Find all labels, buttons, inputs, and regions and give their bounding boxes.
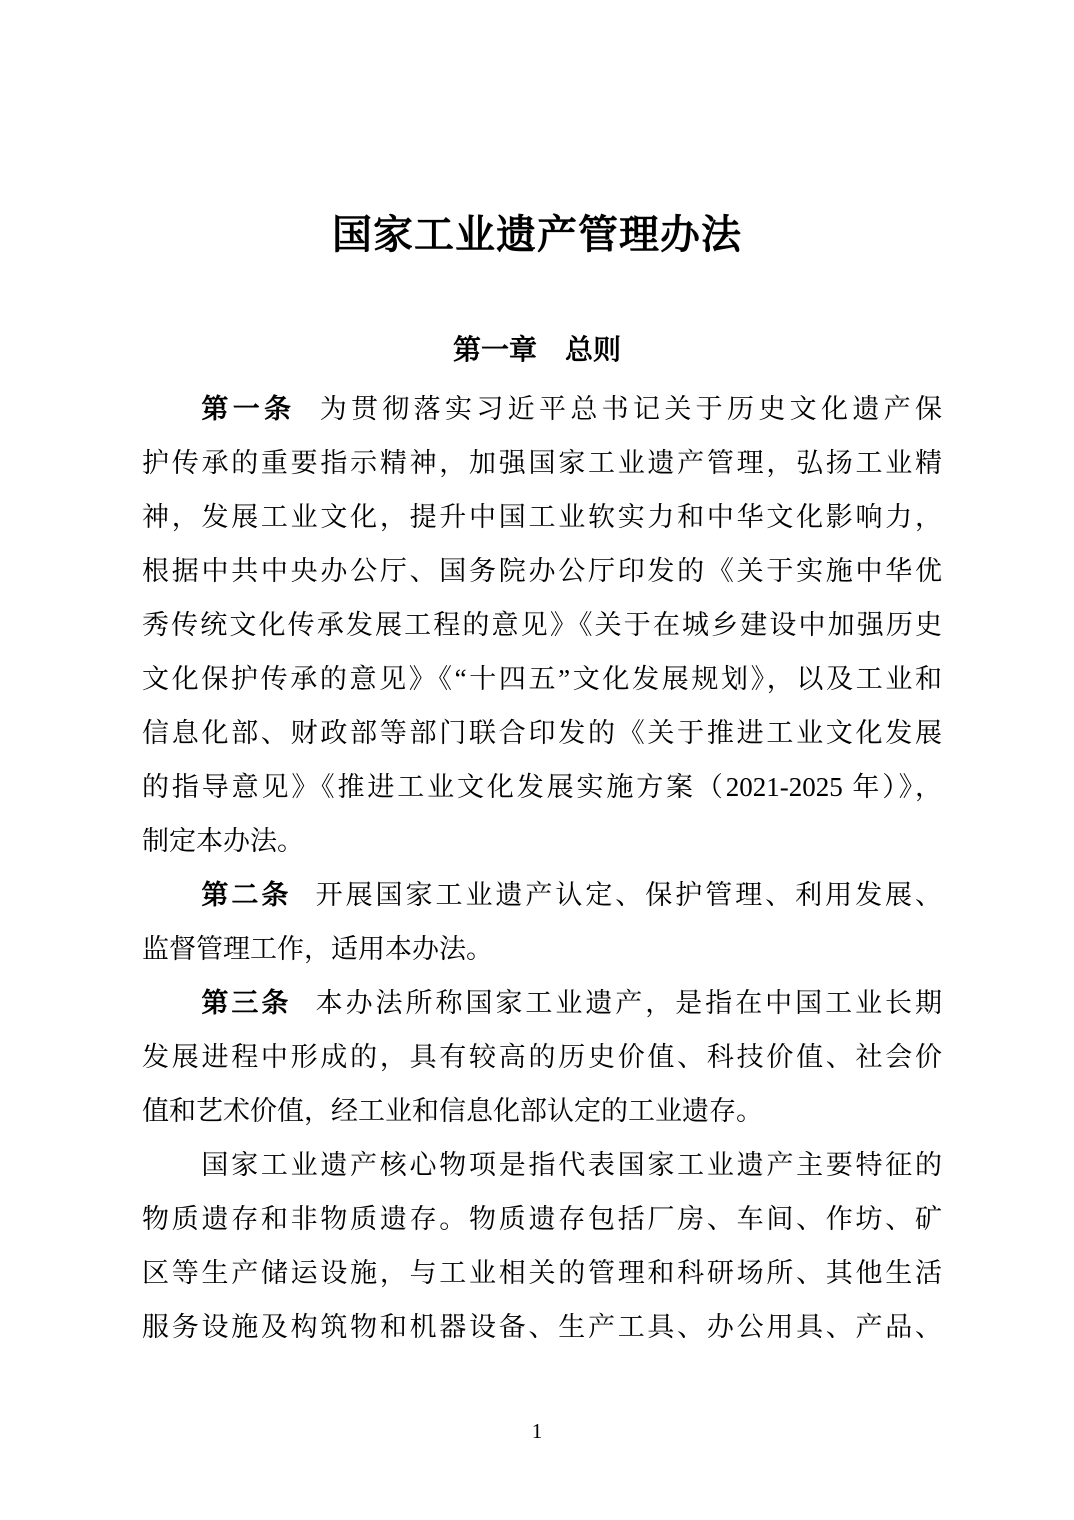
article-1-line-2: 护传承的重要指示精神，加强国家工业遗产管理，弘扬工业精 [142, 448, 942, 478]
core-items-line-3: 区等生产储运设施，与工业相关的管理和科研场所、其他生活 [142, 1258, 942, 1288]
article-2-line-1 [142, 868, 942, 922]
article-2-line-2: 监督管理工作，适用本办法。 [142, 934, 493, 964]
article-1-line-8: 的指导意见》《推进工业文化发展实施方案（2021-2025 年）》， [142, 772, 942, 802]
document-body [142, 382, 942, 1354]
article-1-line-7: 信息化部、财政部等部门联合印发的《关于推进工业文化发展 [142, 718, 942, 748]
article-3-line-1-text: 本办法所称国家工业遗产，是指在中国工业长期 [315, 988, 943, 1018]
article-1-line-1-text: 为贯彻落实习近平总书记关于历史文化遗产保 [319, 394, 943, 424]
article-2-line-1-text: 开展国家工业遗产认定、保护管理、利用发展、 [315, 880, 943, 910]
chapter-heading: 第一章 总则 [452, 335, 621, 366]
article-3-line-2: 发展进程中形成的，具有较高的历史价值、科技价值、社会价 [142, 1042, 942, 1072]
page-number: 1 [531, 1419, 543, 1443]
document-title: 国家工业遗产管理办法 [332, 212, 742, 257]
article-3-line-1 [142, 976, 942, 1030]
article-1-line-5: 秀传统文化传承发展工程的意见》《关于在城乡建设中加强历史 [142, 610, 942, 640]
article-3-label: 第三条 [201, 988, 292, 1018]
article-1-line-1 [142, 382, 942, 436]
article-1-label: 第一条 [201, 394, 296, 424]
core-items-line-4: 服务设施及构筑物和机器设备、生产工具、办公用具、产品、 [142, 1312, 942, 1342]
article-1-line-4: 根据中共中央办公厅、国务院办公厅印发的《关于实施中华优 [142, 556, 942, 586]
article-1-line-3: 神，发展工业文化，提升中国工业软实力和中华文化影响力， [142, 502, 942, 532]
core-items-line-1: 国家工业遗产核心物项是指代表国家工业遗产主要特征的 [201, 1150, 942, 1180]
article-2-label: 第二条 [201, 880, 292, 910]
article-1-line-9: 制定本办法。 [142, 826, 304, 856]
article-3-line-3: 值和艺术价值，经工业和信息化部认定的工业遗存。 [142, 1096, 763, 1126]
article-1-line-6: 文化保护传承的意见》《“十四五”文化发展规划》，以及工业和 [142, 664, 942, 694]
core-items-line-2: 物质遗存和非物质遗存。物质遗存包括厂房、车间、作坊、矿 [142, 1204, 942, 1234]
